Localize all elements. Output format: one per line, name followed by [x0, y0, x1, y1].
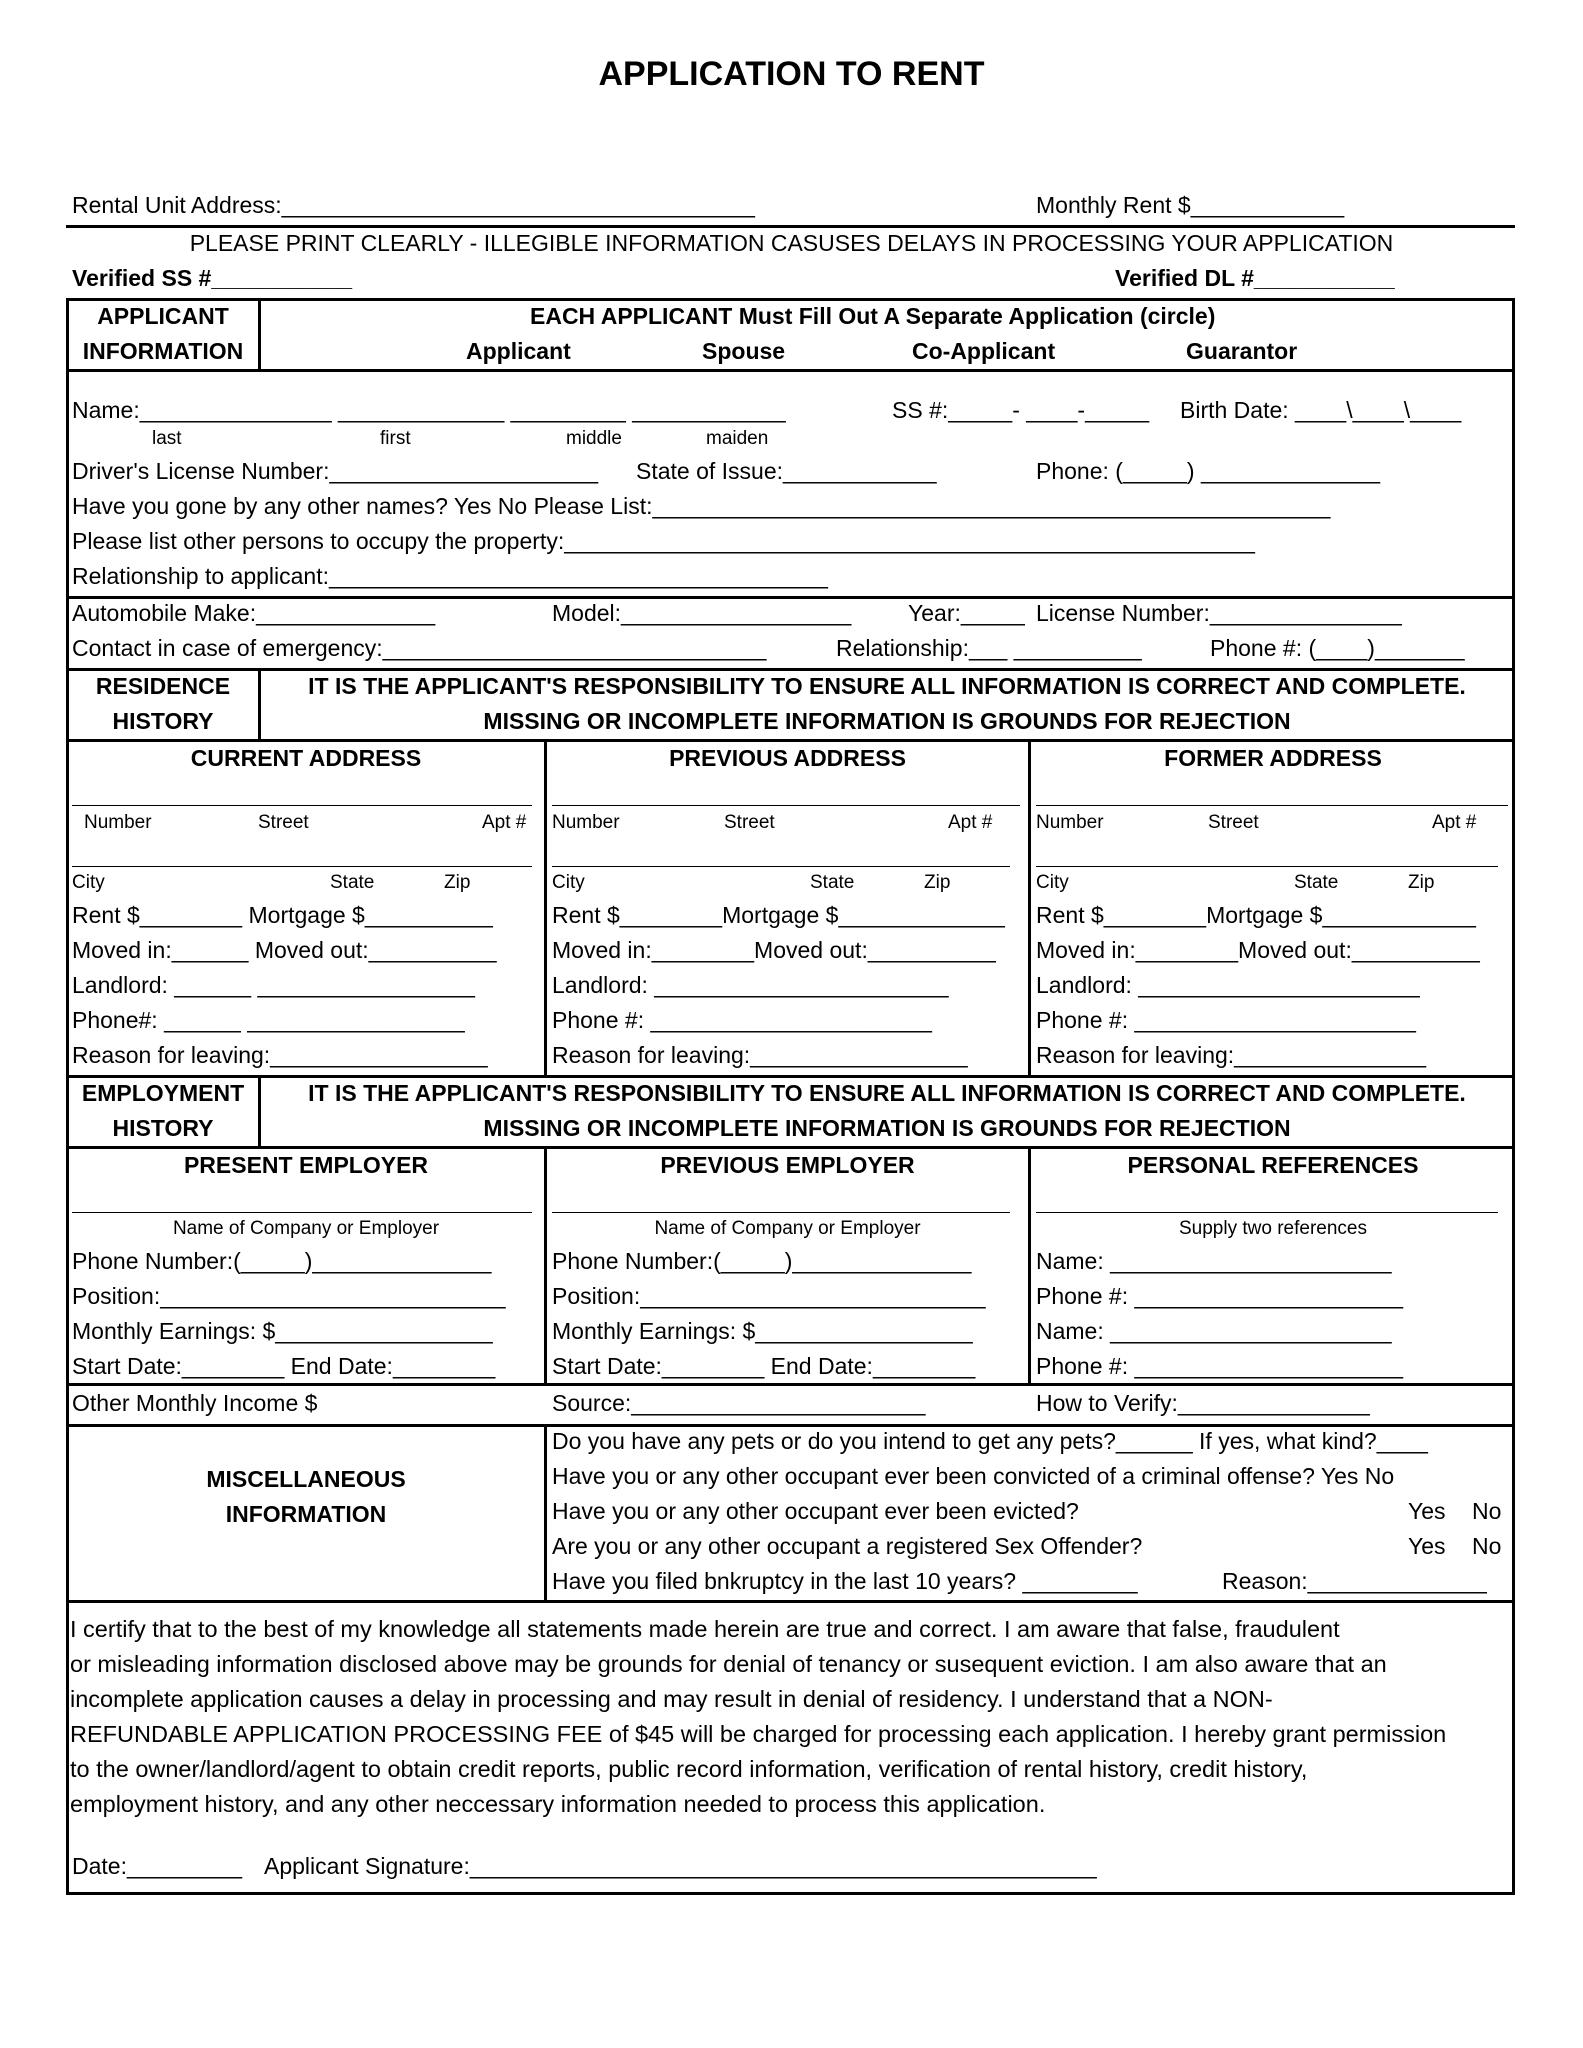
label-street: Street	[1208, 812, 1259, 833]
residence-notice-1: IT IS THE APPLICANT'S RESPONSIBILITY TO ENSURE ALL INFORMATION IS CORRECT AND COMPLETE.	[308, 673, 1466, 699]
reference-name-1-field[interactable]: Name: ______________________	[1036, 1248, 1392, 1274]
applicant-section-title: APPLICANT	[97, 303, 229, 329]
previous-position-field[interactable]: Position:___________________________	[552, 1283, 986, 1309]
label-number: Number	[552, 812, 620, 833]
previous-landlord-field[interactable]: Landlord: _______________________	[552, 972, 949, 998]
income-source-field[interactable]: Source:_______________________	[552, 1390, 926, 1416]
other-persons-field[interactable]: Please list other persons to occupy the property:______________________________________________________	[72, 528, 1255, 554]
certification-line: or misleading information disclosed above may be grounds for denial of tenancy or susequent eviction. I am also aware that an	[70, 1651, 1387, 1677]
evicted-no[interactable]: No	[1472, 1498, 1502, 1524]
current-moved-field[interactable]: Moved in:______ Moved out:__________	[72, 937, 497, 963]
present-dates-field[interactable]: Start Date:________ End Date:________	[72, 1353, 496, 1379]
reference-phone-1-field[interactable]: Phone #: _____________________	[1036, 1283, 1404, 1309]
label-zip: Zip	[444, 872, 471, 893]
name-sublabel-first: first	[380, 428, 411, 449]
former-landlord-field[interactable]: Landlord: ______________________	[1036, 972, 1420, 998]
label-number: Number	[84, 812, 152, 833]
former-city-line[interactable]	[1036, 866, 1498, 867]
reference-phone-2-field[interactable]: Phone #: _____________________	[1036, 1353, 1404, 1379]
label-street: Street	[258, 812, 309, 833]
date-field[interactable]: Date:_________	[72, 1853, 243, 1879]
residence-section-title-2: HISTORY	[112, 708, 214, 734]
name-field[interactable]: Name:_______________ _____________ _________ ____________	[72, 397, 786, 423]
label-number: Number	[1036, 812, 1104, 833]
label-zip: Zip	[1408, 872, 1435, 893]
other-monthly-income-field[interactable]: Other Monthly Income $	[72, 1390, 318, 1416]
references-sub: Supply two references	[1179, 1218, 1367, 1239]
drivers-license-field[interactable]: Driver's License Number:_____________________	[72, 458, 599, 484]
current-reason-field[interactable]: Reason for leaving:_________________	[72, 1042, 488, 1068]
former-address-title: FORMER ADDRESS	[1164, 745, 1382, 771]
bankruptcy-field[interactable]: Have you filed bnkruptcy in the last 10 years? _________	[552, 1568, 1138, 1594]
present-employer-title: PRESENT EMPLOYER	[183, 1152, 429, 1178]
pets-field[interactable]: Do you have any pets or do you intend to get any pets?______ If yes, what kind?____	[552, 1428, 1428, 1454]
automobile-model-field[interactable]: Model:__________________	[552, 600, 852, 626]
birth-date-field[interactable]: Birth Date: ____\____\____	[1180, 397, 1462, 423]
evicted-question: Have you or any other occupant ever been evicted?	[552, 1498, 1079, 1524]
current-rent-field[interactable]: Rent $________ Mortgage $__________	[72, 902, 493, 928]
label-apt: Apt #	[1432, 812, 1477, 833]
header-divider	[66, 225, 1515, 228]
verified-dl-field[interactable]: Verified DL #___________	[1115, 265, 1395, 291]
page-title: APPLICATION TO RENT	[598, 55, 985, 93]
emergency-contact-field[interactable]: Contact in case of emergency:______________________________	[72, 635, 767, 661]
current-landlord-field[interactable]: Landlord: ______ _________________	[72, 972, 475, 998]
certification-text	[70, 1612, 1510, 1822]
monthly-rent-field[interactable]: Monthly Rent $____________	[1036, 192, 1345, 218]
present-employer-line[interactable]	[72, 1212, 532, 1213]
former-moved-field[interactable]: Moved in:________Moved out:__________	[1036, 937, 1480, 963]
current-address-title: CURRENT ADDRESS	[190, 745, 422, 771]
verified-ss-field[interactable]: Verified SS #___________	[72, 265, 353, 291]
role-guarantor[interactable]: Guarantor	[1186, 338, 1298, 364]
label-street: Street	[724, 812, 775, 833]
applicant-signature-field[interactable]: Applicant Signature:_________________________________________________	[264, 1853, 1097, 1879]
rental-unit-address-field[interactable]: Rental Unit Address:_____________________________________	[72, 192, 755, 218]
label-apt: Apt #	[482, 812, 527, 833]
employment-section-title: EMPLOYMENT	[81, 1080, 245, 1106]
previous-phone-field[interactable]: Phone Number:(_____)______________	[552, 1248, 972, 1274]
previous-city-line[interactable]	[552, 866, 1010, 867]
print-notice: PLEASE PRINT CLEARLY - ILLEGIBLE INFORMATION CASUSES DELAYS IN PROCESSING YOUR APPLICATION	[189, 230, 1394, 256]
residence-section-title: RESIDENCE	[95, 673, 231, 699]
automobile-year-field[interactable]: Year:_____	[908, 600, 1025, 626]
phone-field[interactable]: Phone: (_____) ______________	[1036, 458, 1381, 484]
criminal-question[interactable]: Have you or any other occupant ever been convicted of a criminal offense? Yes No	[552, 1463, 1395, 1489]
present-position-field[interactable]: Position:___________________________	[72, 1283, 506, 1309]
label-state: State	[1294, 872, 1339, 893]
state-of-issue-field[interactable]: State of Issue:____________	[636, 458, 937, 484]
emergency-relationship-field[interactable]: Relationship:___ __________	[836, 635, 1142, 661]
residence-notice-2: MISSING OR INCOMPLETE INFORMATION IS GROUNDS FOR REJECTION	[483, 708, 1291, 734]
certification-line: employment history, and any other neccessary information needed to process this application.	[70, 1791, 1046, 1817]
label-city: City	[1036, 872, 1069, 893]
name-sublabel-last: last	[152, 428, 182, 449]
misc-section-title: MISCELLANEOUS	[206, 1466, 406, 1492]
license-number-field[interactable]: License Number:_______________	[1036, 600, 1402, 626]
sex-offender-question: Are you or any other occupant a registered Sex Offender?	[552, 1533, 1143, 1559]
emergency-phone-field[interactable]: Phone #: (____)_______	[1210, 635, 1465, 661]
present-phone-field[interactable]: Phone Number:(_____)______________	[72, 1248, 492, 1274]
employment-section-title-2: HISTORY	[112, 1115, 214, 1141]
previous-dates-field[interactable]: Start Date:________ End Date:________	[552, 1353, 976, 1379]
applicant-instruction: EACH APPLICANT Must Fill Out A Separate Application (circle)	[530, 303, 1216, 329]
previous-employer-line[interactable]	[552, 1212, 1010, 1213]
sex-offender-yes[interactable]: Yes	[1408, 1533, 1446, 1559]
sex-offender-no[interactable]: No	[1472, 1533, 1502, 1559]
former-address-line[interactable]	[1036, 805, 1508, 806]
evicted-yes[interactable]: Yes	[1408, 1498, 1446, 1524]
label-zip: Zip	[924, 872, 951, 893]
previous-moved-field[interactable]: Moved in:________Moved out:__________	[552, 937, 996, 963]
name-sublabel-middle: middle	[566, 428, 622, 449]
reference-name-2-field[interactable]: Name: ______________________	[1036, 1318, 1392, 1344]
certification-line: I certify that to the best of my knowledge all statements made herein are true and correct. I am aware that false, fraudulent	[70, 1616, 1340, 1642]
previous-rent-field[interactable]: Rent $________Mortgage $_____________	[552, 902, 1005, 928]
role-co-applicant[interactable]: Co-Applicant	[912, 338, 1056, 364]
former-rent-field[interactable]: Rent $________Mortgage $____________	[1036, 902, 1476, 928]
personal-references-title: PERSONAL REFERENCES	[1127, 1152, 1419, 1178]
applicant-section-title-2: INFORMATION	[82, 338, 244, 364]
other-names-field[interactable]: Have you gone by any other names? Yes No Please List:_____________________________________________________	[72, 493, 1331, 519]
certification-line: REFUNDABLE APPLICATION PROCESSING FEE of $45 will be charged for processing each application. I hereby grant permission	[70, 1721, 1447, 1747]
label-state: State	[810, 872, 855, 893]
how-to-verify-field[interactable]: How to Verify:_______________	[1036, 1390, 1370, 1416]
certification-line: incomplete application causes a delay in processing and may result in denial of residency. I understand that a NON-	[70, 1686, 1273, 1712]
previous-employer-sub: Name of Company or Employer	[654, 1218, 921, 1239]
references-line[interactable]	[1036, 1212, 1498, 1213]
label-state: State	[330, 872, 375, 893]
previous-reason-field[interactable]: Reason for leaving:_________________	[552, 1042, 968, 1068]
label-apt: Apt #	[948, 812, 993, 833]
misc-section-title-2: INFORMATION	[225, 1501, 387, 1527]
previous-address-line[interactable]	[552, 805, 1020, 806]
previous-earnings-field[interactable]: Monthly Earnings: $_________________	[552, 1318, 973, 1344]
role-spouse[interactable]: Spouse	[702, 338, 786, 364]
present-employer-sub: Name of Company or Employer	[172, 1218, 440, 1239]
ss-field[interactable]: SS #:_____- ____-_____	[892, 397, 1150, 423]
certification-line: to the owner/landlord/agent to obtain credit reports, public record information, verification of rental history, credit history,	[70, 1756, 1308, 1782]
relationship-field[interactable]: Relationship to applicant:_______________________________________	[72, 563, 828, 589]
label-city: City	[552, 872, 585, 893]
bankruptcy-reason-field[interactable]: Reason:______________	[1222, 1568, 1487, 1594]
current-city-line[interactable]	[72, 866, 532, 867]
role-applicant[interactable]: Applicant	[466, 338, 571, 364]
current-address-line[interactable]	[72, 805, 532, 806]
automobile-make-field[interactable]: Automobile Make:______________	[72, 600, 436, 626]
former-phone-field[interactable]: Phone #: ______________________	[1036, 1007, 1416, 1033]
employment-notice-2: MISSING OR INCOMPLETE INFORMATION IS GROUNDS FOR REJECTION	[483, 1115, 1291, 1141]
name-sublabel-maiden: maiden	[706, 428, 769, 449]
previous-address-title: PREVIOUS ADDRESS	[669, 745, 906, 771]
former-reason-field[interactable]: Reason for leaving:_______________	[1036, 1042, 1427, 1068]
present-earnings-field[interactable]: Monthly Earnings: $_________________	[72, 1318, 493, 1344]
previous-phone-field[interactable]: Phone #: ______________________	[552, 1007, 932, 1033]
current-phone-field[interactable]: Phone#: ______ _________________	[72, 1007, 465, 1033]
label-city: City	[72, 872, 105, 893]
previous-employer-title: PREVIOUS EMPLOYER	[660, 1152, 915, 1178]
employment-notice-1: IT IS THE APPLICANT'S RESPONSIBILITY TO ENSURE ALL INFORMATION IS CORRECT AND COMPLETE.	[308, 1080, 1466, 1106]
